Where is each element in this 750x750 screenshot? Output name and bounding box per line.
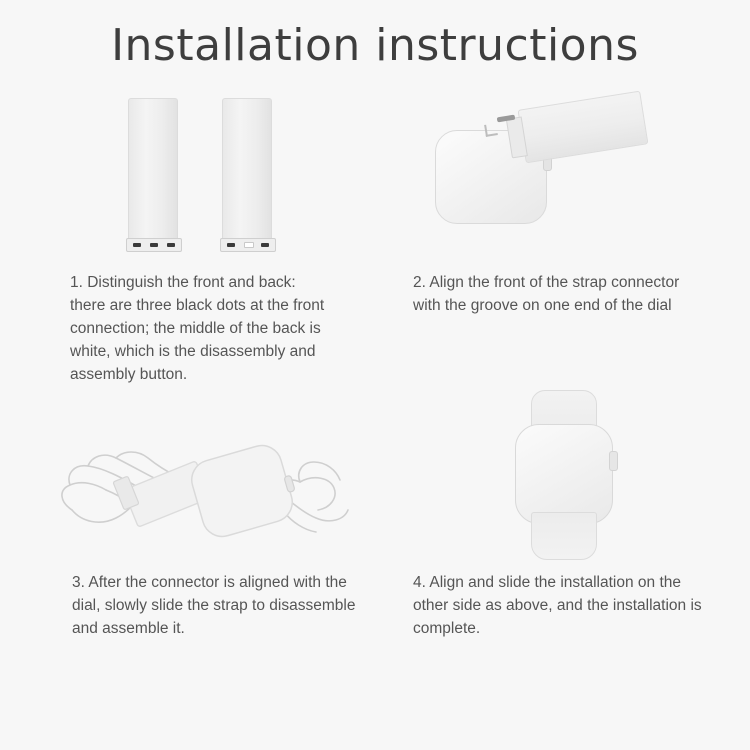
- page-title: Installation instructions: [111, 20, 639, 71]
- black-dot-icon: [227, 243, 235, 247]
- step-1: [0, 90, 375, 386]
- white-release-button-icon: [244, 242, 254, 248]
- black-dot-icon: [167, 243, 175, 247]
- step-4: [375, 390, 750, 640]
- figure-watch-case-with-strap-aligned: [375, 90, 750, 265]
- watch-case: [515, 424, 613, 524]
- step-3: [0, 390, 375, 640]
- connector-base-front: [126, 238, 182, 252]
- step-2: [375, 90, 750, 317]
- strap-end-front: [128, 98, 178, 252]
- step-1-caption: 1. Distinguish the front and back: there are three black dots at the front connection; the middle of the back is white, which is the disassembly and assembly button.: [70, 274, 325, 383]
- groove-corner-icon: [484, 123, 498, 137]
- figure-two-strap-connector-ends: [0, 90, 375, 265]
- strap-lower: [531, 512, 597, 560]
- hands-illustration: [0, 390, 375, 565]
- step-3-caption: 3. After the connector is aligned with the dial, slowly slide the strap to disassemble and assemble it.: [72, 574, 356, 637]
- strap-end-back: [222, 98, 272, 252]
- black-dot-icon: [133, 243, 141, 247]
- figure-completed-watch: [375, 390, 750, 565]
- figure-hands-sliding-strap: [0, 390, 375, 565]
- black-dot-icon: [261, 243, 269, 247]
- connector-base-back: [220, 238, 276, 252]
- strap-segment: [518, 91, 649, 164]
- step-4-caption: 4. Align and slide the installation on the other side as above, and the installation is complete.: [413, 574, 702, 637]
- assembled-watch: [515, 390, 611, 560]
- steps-grid: [0, 90, 750, 710]
- black-dot-icon: [150, 243, 158, 247]
- crown-icon: [609, 451, 618, 471]
- step-2-caption: 2. Align the front of the strap connector with the groove on one end of the dial: [413, 274, 680, 314]
